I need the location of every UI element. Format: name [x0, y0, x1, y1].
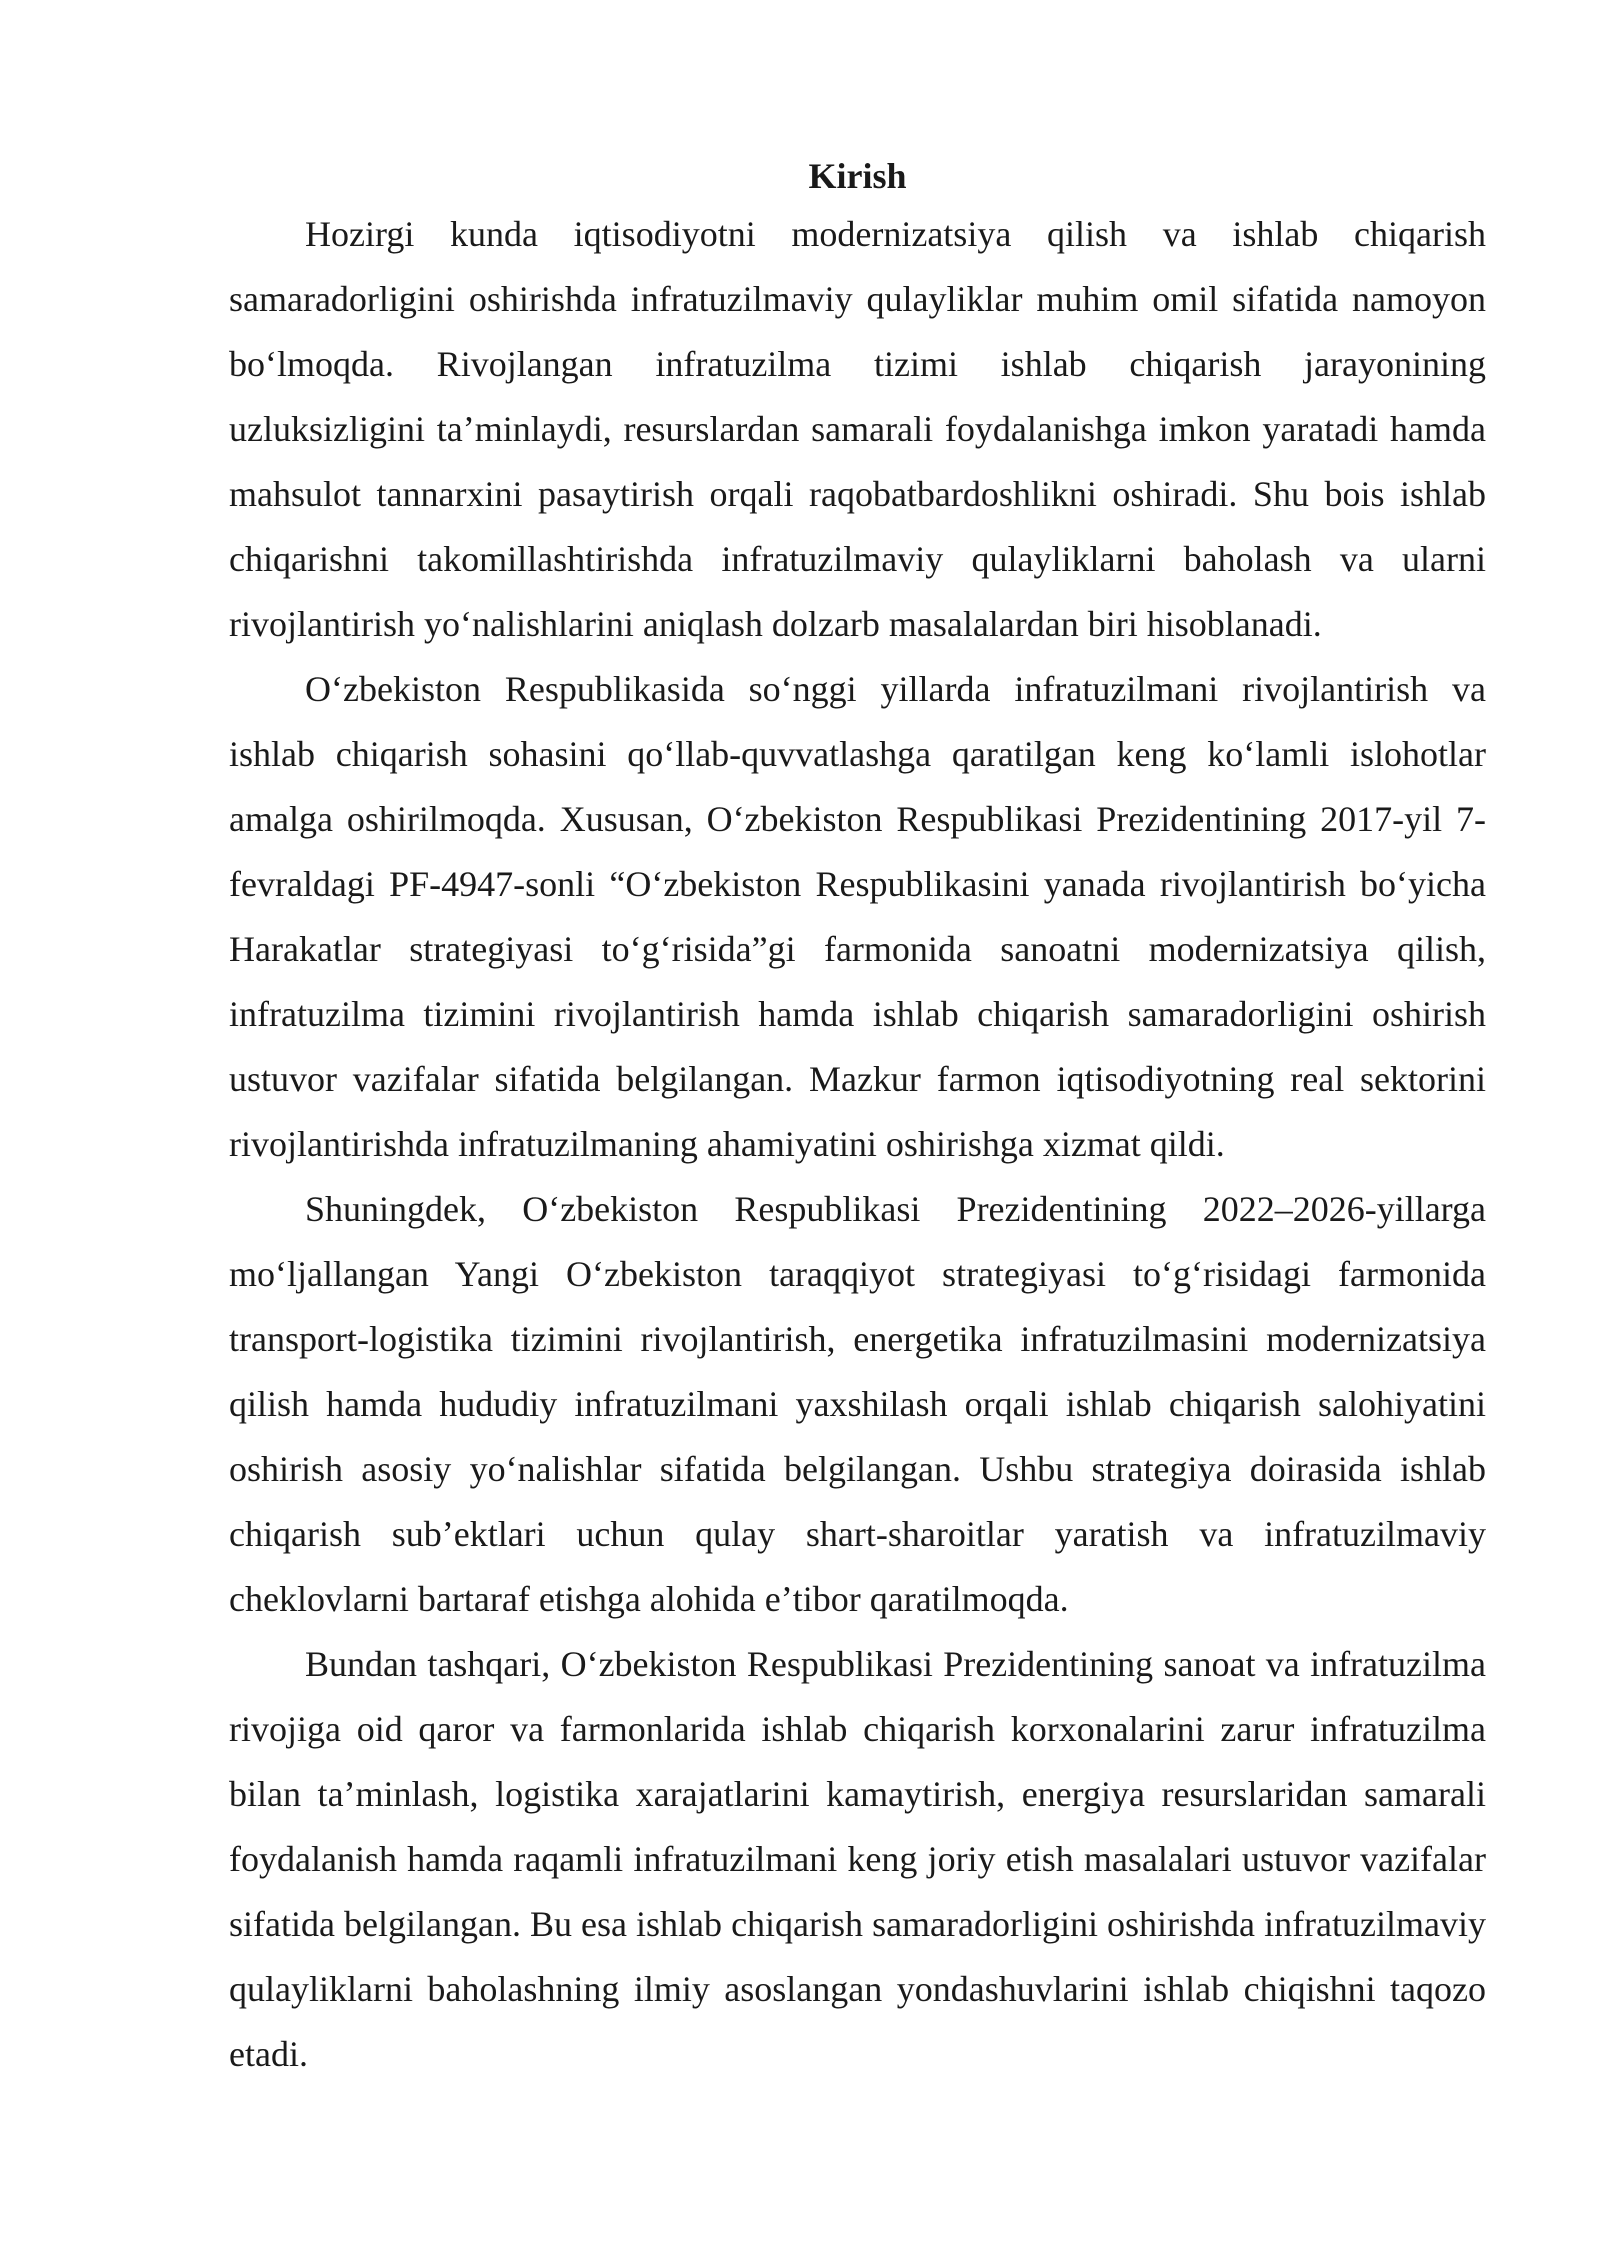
paragraph-reforms: Oʻzbekiston Respublikasida soʻnggi yillarda infratuzilmani rivojlantirish va ishlab chiqarish sohasini qoʻllab-quvvatlashga qaratilgan keng koʻlamli islohotlar amalga oshirilmoqda. Xususan, Oʻzbekiston Respublikasi Prezidentining 2017-yil 7-fevraldagi PF-4947-sonli “Oʻzbekiston Respublikasini yanada rivojlantirish boʻyicha Harakatlar strategiyasi toʻgʻrisida”gi farmonida sanoatni modernizatsiya qilish, infratuzilma tizimini rivojlantirish hamda ishlab chiqarish samaradorligini oshirish ustuvor vazifalar sifatida belgilangan. Mazkur farmon iqtisodiyotning real sektorini rivojlantirishda infratuzilmaning ahamiyatini oshirishga xizmat qildi.: [229, 669, 1486, 1164]
paragraph-decrees: Bundan tashqari, Oʻzbekiston Respublikasi Prezidentining sanoat va infratuzilma rivojiga oid qaror va farmonlarida ishlab chiqarish korxonalarini zarur infratuzilma bilan taʼminlash, logistika xarajatlarini kamaytirish, energiya resurslaridan samarali foydalanish hamda raqamli infratuzilmani keng joriy etish masalalari ustuvor vazifalar sifatida belgilangan. Bu esa ishlab chiqarish samaradorligini oshirishda infratuzilmaviy qulayliklarni baholashning ilmiy asoslangan yondashuvlarini ishlab chiqishni taqozo etadi.: [229, 1644, 1486, 2074]
paragraph-intro: Hozirgi kunda iqtisodiyotni modernizatsiya qilish va ishlab chiqarish samaradorligini oshirishda infratuzilmaviy qulayliklar muhim omil sifatida namoyon boʻlmoqda. Rivojlangan infratuzilma tizimi ishlab chiqarish jarayonining uzluksizligini taʼminlaydi, resurslardan samarali foydalanishga imkon yaratadi hamda mahsulot tannarxini pasaytirish orqali raqobatbardoshlikni oshiradi. Shu bois ishlab chiqarishni takomillashtirishda infratuzilmaviy qulayliklarni baholash va ularni rivojlantirish yoʻnalishlarini aniqlash dolzarb masalalardan biri hisoblanadi.: [229, 214, 1486, 644]
document-body: [229, 150, 1486, 2087]
section-title: Kirish: [808, 156, 907, 196]
paragraph-strategy: Shuningdek, Oʻzbekiston Respublikasi Prezidentining 2022–2026-yillarga moʻljallangan Yangi Oʻzbekiston taraqqiyot strategiyasi toʻgʻrisidagi farmonida transport-logistika tizimini rivojlantirish, energetika infratuzilmasini modernizatsiya qilish hamda hududiy infratuzilmani yaxshilash orqali ishlab chiqarish salohiyatini oshirish asosiy yoʻnalishlar sifatida belgilangan. Ushbu strategiya doirasida ishlab chiqarish subʼektlari uchun qulay shart-sharoitlar yaratish va infratuzilmaviy cheklovlarni bartaraf etishga alohida eʼtibor qaratilmoqda.: [229, 1189, 1486, 1619]
